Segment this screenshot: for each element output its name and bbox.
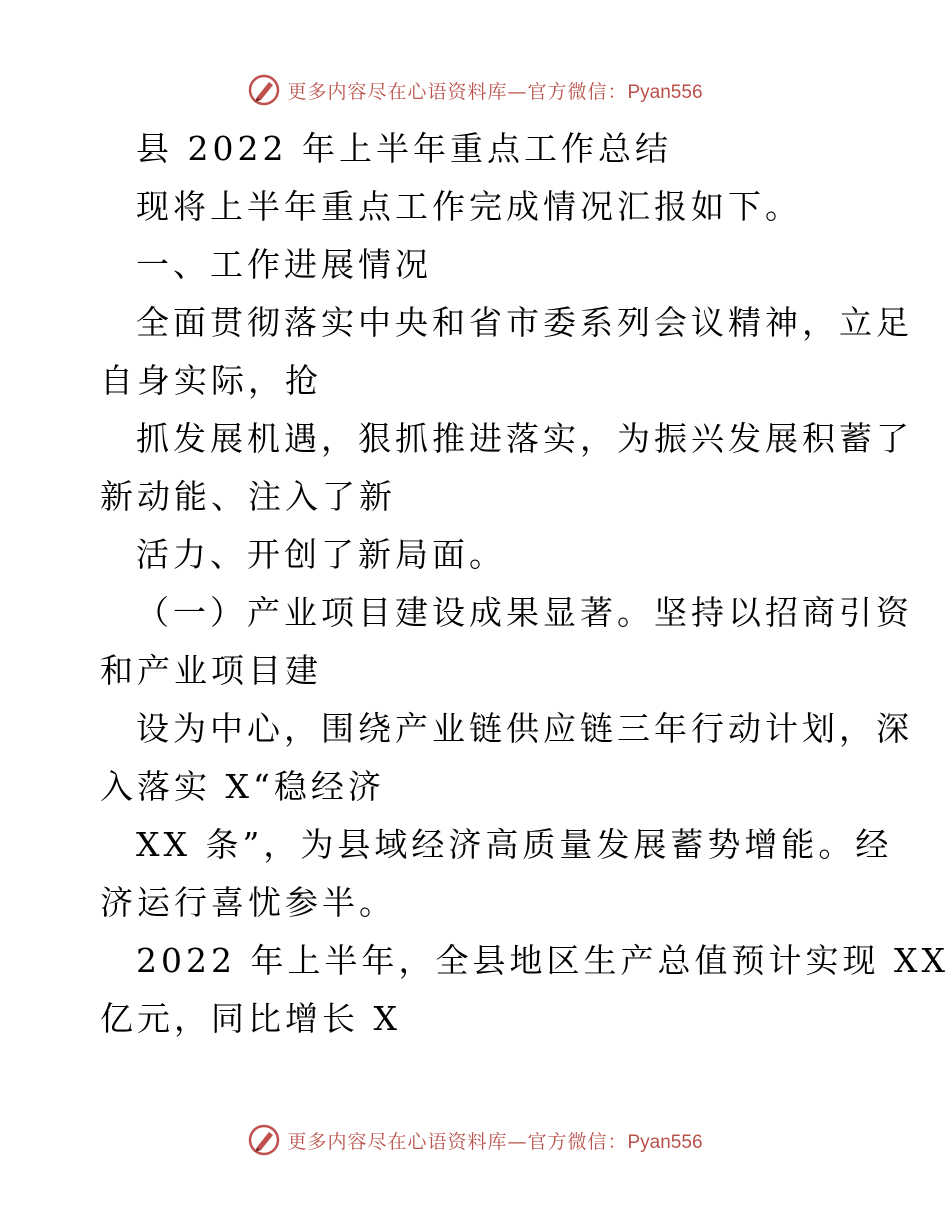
paragraph-line: XX 条”，为县域经济高质量发展蓄势增能。经 <box>136 825 893 864</box>
paragraph-line: 新动能、注入了新 <box>100 477 396 516</box>
paragraph-line: 设为中心，围绕产业链供应链三年行动计划，深 <box>136 709 913 748</box>
paragraph-line: 自身实际，抢 <box>100 361 322 400</box>
paragraph-line: 全面贯彻落实中央和省市委系列会议精神，立足 <box>136 303 913 342</box>
paragraph-line: 抓发展机遇，狠抓推进落实，为振兴发展积蓄了 <box>136 419 913 458</box>
banner-text: 更多内容尽在心语资料库—官方微信：Pyan556 <box>287 1130 703 1153</box>
paragraph-line: 2022 年上半年，全县地区生产总值预计实现 XX <box>136 941 949 980</box>
paragraph-line: 亿元，同比增长 X <box>100 999 401 1038</box>
pen-logo-icon <box>247 73 281 107</box>
banner-text: 更多内容尽在心语资料库—官方微信：Pyan556 <box>287 80 703 103</box>
paragraph-line: 济运行喜忧参半。 <box>100 883 396 922</box>
pen-logo-icon <box>247 1123 281 1157</box>
footer-banner <box>0 1118 950 1162</box>
doc-title: 县 2022 年上半年重点工作总结 <box>136 129 672 168</box>
paragraph-line: 和产业项目建 <box>100 651 322 690</box>
header-banner <box>0 68 950 112</box>
paragraph-line: 现将上半年重点工作完成情况汇报如下。 <box>136 187 802 226</box>
paragraph-line: 入落实 X“稳经济 <box>100 767 385 806</box>
section-heading: 一、工作进展情况 <box>136 245 432 284</box>
subsection-heading-line: （一）产业项目建设成果显著。坚持以招商引资 <box>136 593 913 632</box>
paragraph-line: 活力、开创了新局面。 <box>136 535 506 574</box>
document-body <box>100 120 949 1048</box>
